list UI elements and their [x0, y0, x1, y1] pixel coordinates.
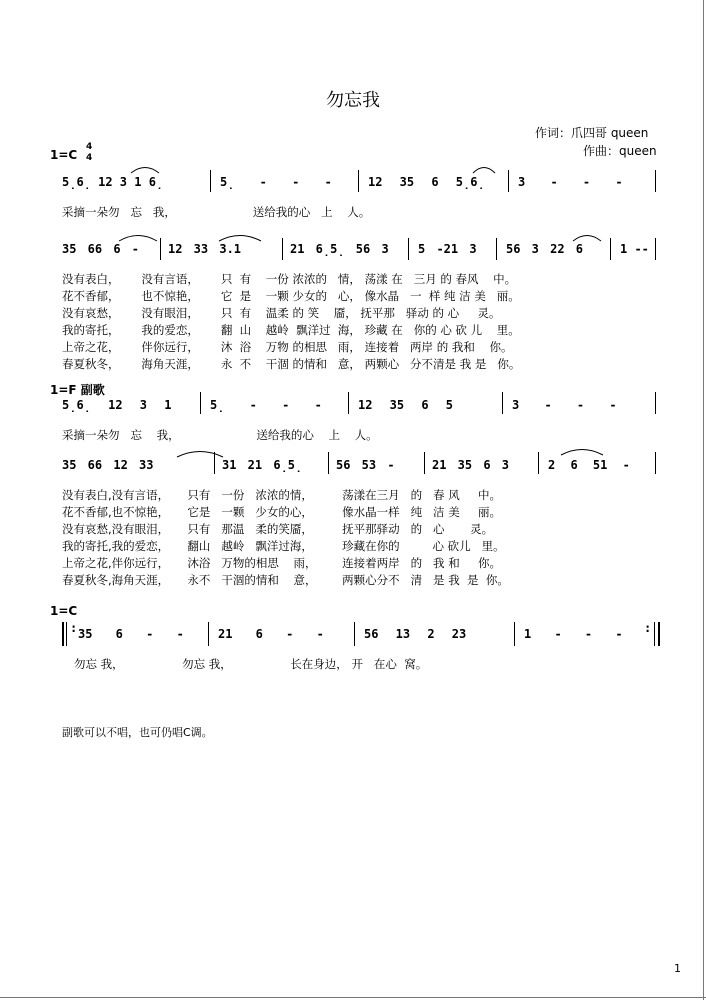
lyric-line: 上帝之花， 伴你远行， 沐 浴 万物 的相思 雨， 连接着 两岸 的 我和 你。 — [62, 340, 513, 354]
repeat-dots: : — [644, 621, 652, 635]
lyric-line: 没有表白， 没有言语， 只 有 一份 浓浓的 情， 荡漾 在 三月 的 春风 中。 — [62, 272, 517, 286]
slur — [218, 232, 262, 242]
lyric-line: 春夏秋冬,海角天涯， 永不 干涸的情和 意， 两颗心分不 清 是 我 是 你。 — [62, 573, 509, 587]
page-number: 1 — [674, 962, 681, 975]
measure-notes: 56 13 2 23 — [364, 627, 467, 641]
lyric-line: 我的寄托,我的爱恋， 翻山 越岭 飘洋过海， 珍藏在你的 心 砍儿 里。 — [62, 539, 505, 553]
measure-notes: 31 21 6̣5̣ — [222, 458, 303, 472]
repeat-end-barline — [658, 622, 660, 646]
return-key-signature: 1=C — [50, 604, 78, 618]
measure-notes: 56 53 - — [336, 458, 395, 472]
time-signature-top: 4 — [86, 142, 93, 152]
barline — [514, 622, 515, 646]
barline — [348, 392, 349, 414]
barline — [655, 238, 656, 260]
measure-notes: 21 35 6 3 — [432, 458, 510, 472]
measure-notes: 12 33 3.1 — [168, 242, 242, 256]
page-border-bottom — [0, 997, 706, 998]
slur — [472, 164, 496, 174]
barline — [200, 392, 201, 414]
measure-notes: 56 3 22 6 — [506, 242, 584, 256]
measure-notes: 35 6 - - — [78, 627, 184, 641]
chorus-key-signature: 1=F 副歌 — [50, 383, 105, 397]
lyric-line: 没有哀愁， 没有眼泪， 只 有 温柔 的 笑 靥， 抚平那 驿动 的 心 灵。 — [62, 306, 501, 320]
barline — [408, 238, 409, 260]
barline — [610, 238, 611, 260]
repeat-end-barline-thin — [654, 622, 655, 646]
barline — [282, 238, 283, 260]
footnote: 副歌可以不唱，也可仍唱C调。 — [62, 726, 213, 739]
barline — [424, 452, 425, 474]
slur — [130, 164, 160, 174]
measure-notes: 1 - - - — [524, 627, 623, 641]
barline — [655, 170, 656, 192]
slur — [118, 232, 158, 242]
lyric-line: 采摘一朵勿 忘 我， 送给我的心 上 人。 — [62, 428, 378, 442]
measure-notes: 3 - - - — [512, 398, 617, 412]
lyric-line: 我的寄托， 我的爱恋， 翻 山 越岭 飘洋过 海， 珍藏 在 你的 心 砍 儿 里。 — [62, 323, 520, 337]
measure-notes: 5 -21 3 — [418, 242, 477, 256]
lyricist-credit: 作词：爪四哥 queen — [535, 126, 649, 140]
measure-notes: 21 6 - - — [218, 627, 324, 641]
barline — [538, 452, 539, 474]
time-signature-bottom: 4 — [86, 153, 93, 163]
lyric-line: 春夏秋冬， 海角天涯， 永 不 干涸 的情和 意， 两颗心 分不清是 我 是 你。 — [62, 357, 521, 371]
song-title: 勿忘我 — [326, 90, 380, 111]
lyric-line: 采摘一朵勿 忘 我， 送给我的心 上 人。 — [62, 205, 371, 219]
measure-notes: 35 66 12 33 — [62, 458, 154, 472]
measure-notes: 12 35 6 5̣6̣ — [368, 175, 485, 189]
lyric-line: 花不香郁,也不惊艳， 它是 一颗 少女的心， 像水晶一样 纯 洁 美 丽。 — [62, 505, 501, 519]
repeat-start-barline-thin — [66, 622, 67, 646]
barline — [208, 622, 209, 646]
lyric-line: 没有表白,没有言语， 只有 一份 浓浓的情， 荡漾在三月 的 春 风 中。 — [62, 488, 501, 502]
page-border-right — [703, 0, 704, 1000]
measure-notes: 3 - - - — [518, 175, 623, 189]
barline — [502, 392, 503, 414]
barline — [210, 170, 211, 192]
measure-notes: 5̣6̣ 12 3 1 6̣ — [62, 175, 164, 189]
repeat-dots: : — [70, 621, 78, 635]
measure-notes: 12 35 6 5 — [358, 398, 454, 412]
measure-notes: 21 6̣5̣ 56 3 — [290, 242, 389, 256]
barline — [496, 238, 497, 260]
barline — [160, 238, 161, 260]
key-signature: 1=C — [50, 148, 78, 162]
lyric-line: 勿忘 我， 勿忘 我， 长在身边， 开 在心 窝。 — [74, 657, 428, 671]
barline — [655, 392, 656, 414]
measure-notes: 1 -- — [620, 242, 649, 256]
composer-credit: 作曲：queen — [583, 144, 657, 158]
barline — [358, 170, 359, 192]
lyric-line: 花不香郁， 也不惊艳， 它 是 一颗 少女的 心， 像水晶 一 样 纯 洁 美 丽。 — [62, 289, 520, 303]
slur — [560, 446, 604, 456]
repeat-start-barline — [62, 622, 64, 646]
measure-notes: 35 66 6 - — [62, 242, 140, 256]
slur — [572, 232, 602, 242]
lyric-line: 没有哀愁,没有眼泪， 只有 那温 柔的笑靥， 抚平那驿动 的 心 灵。 — [62, 522, 494, 536]
lyric-line: 上帝之花,伴你远行， 沐浴 万物的相思 雨， 连接着两岸 的 我 和 你。 — [62, 556, 501, 570]
slur — [176, 448, 224, 458]
measure-notes: 2 6 51 - — [548, 458, 630, 472]
measure-notes: 5̣6̣ 12 3 1 — [62, 398, 172, 412]
measure-notes: 5̣ - - - — [220, 175, 332, 189]
measure-notes: 5̣ - - - — [210, 398, 322, 412]
barline — [354, 622, 355, 646]
barline — [508, 170, 509, 192]
barline — [328, 452, 329, 474]
barline — [655, 452, 656, 474]
